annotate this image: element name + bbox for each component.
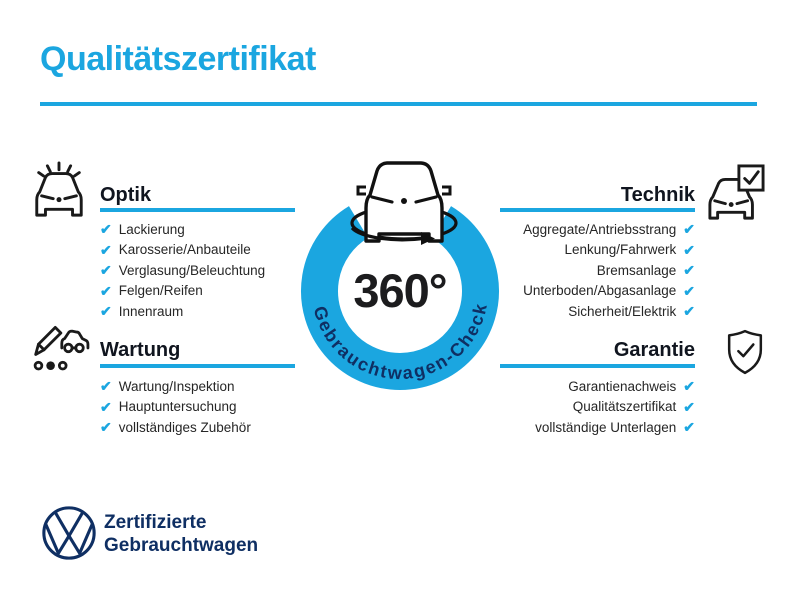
list-item-label: vollständige Unterlagen bbox=[535, 419, 677, 435]
list-item bbox=[100, 417, 251, 438]
list-item-label: Innenraum bbox=[118, 303, 184, 319]
check-icon: ✔ bbox=[683, 282, 695, 299]
list-item bbox=[100, 281, 265, 302]
check-icon: ✔ bbox=[100, 419, 112, 436]
vw-logo bbox=[40, 504, 98, 562]
list-item-label: Hauptuntersuchung bbox=[118, 399, 237, 415]
page-title: Qualitätszertifikat bbox=[40, 40, 316, 78]
section-rule-wartung bbox=[100, 364, 295, 368]
list-item-label: Felgen/Reifen bbox=[118, 283, 203, 299]
list-item-label: vollständiges Zubehör bbox=[118, 419, 251, 435]
check-icon: ✔ bbox=[683, 378, 695, 395]
optik-list bbox=[100, 219, 265, 322]
check-icon: ✔ bbox=[100, 378, 112, 395]
list-item-label: Bremsanlage bbox=[596, 262, 677, 278]
list-item bbox=[100, 240, 265, 261]
check-icon: ✔ bbox=[683, 262, 695, 279]
check-icon: ✔ bbox=[683, 303, 695, 320]
check-icon: ✔ bbox=[100, 262, 112, 279]
footer-line1: Zertifizierte bbox=[104, 512, 207, 533]
wartung-list bbox=[100, 376, 251, 438]
check-icon: ✔ bbox=[100, 241, 112, 258]
list-item bbox=[100, 301, 265, 322]
section-rule-technik bbox=[500, 208, 695, 212]
list-item-label: Wartung/Inspektion bbox=[118, 378, 235, 394]
list-item bbox=[430, 417, 695, 438]
list-item bbox=[100, 397, 251, 418]
service-checklist-icon bbox=[26, 319, 92, 375]
list-item-label: Lackierung bbox=[118, 221, 185, 237]
list-item-label: Garantienachweis bbox=[568, 378, 677, 394]
check-icon: ✔ bbox=[100, 282, 112, 299]
list-item-label: Karosserie/Anbauteile bbox=[118, 242, 251, 258]
car-rotation-icon bbox=[352, 163, 456, 245]
list-item-label: Aggregate/Antriebsstrang bbox=[523, 221, 677, 237]
check-icon: ✔ bbox=[683, 221, 695, 238]
footer-line2: Gebrauchtwagen bbox=[104, 535, 259, 556]
list-item-label: Sicherheit/Elektrik bbox=[568, 303, 677, 319]
check-icon: ✔ bbox=[100, 303, 112, 320]
check-icon: ✔ bbox=[683, 241, 695, 258]
section-title-wartung: Wartung bbox=[100, 339, 181, 361]
list-item bbox=[100, 219, 265, 240]
shiny-car-icon bbox=[30, 161, 88, 219]
section-rule-garantie bbox=[500, 364, 695, 368]
check-icon: ✔ bbox=[683, 398, 695, 415]
list-item bbox=[100, 260, 265, 281]
list-item-label: Qualitätszertifikat bbox=[572, 399, 677, 415]
section-title-technik: Technik bbox=[620, 184, 695, 206]
360-check-badge bbox=[278, 138, 526, 404]
check-icon: ✔ bbox=[100, 221, 112, 238]
list-item-label: Verglasung/Beleuchtung bbox=[118, 262, 266, 278]
check-icon: ✔ bbox=[683, 419, 695, 436]
footer-brand-text bbox=[104, 511, 258, 557]
section-title-garantie: Garantie bbox=[613, 339, 695, 361]
list-item-label: Unterboden/Abgasanlage bbox=[523, 283, 677, 299]
car-checkbox-icon bbox=[706, 164, 766, 222]
shield-check-icon bbox=[720, 326, 770, 378]
section-rule-optik bbox=[100, 208, 295, 212]
list-item-label: Lenkung/Fahrwerk bbox=[564, 242, 677, 258]
section-title-optik: Optik bbox=[100, 184, 152, 206]
list-item bbox=[100, 376, 251, 397]
title-divider bbox=[40, 102, 757, 106]
360-value: 360° bbox=[353, 264, 447, 317]
ring-label: Gebrauchtwagen-Check bbox=[309, 300, 492, 384]
check-icon: ✔ bbox=[100, 398, 112, 415]
